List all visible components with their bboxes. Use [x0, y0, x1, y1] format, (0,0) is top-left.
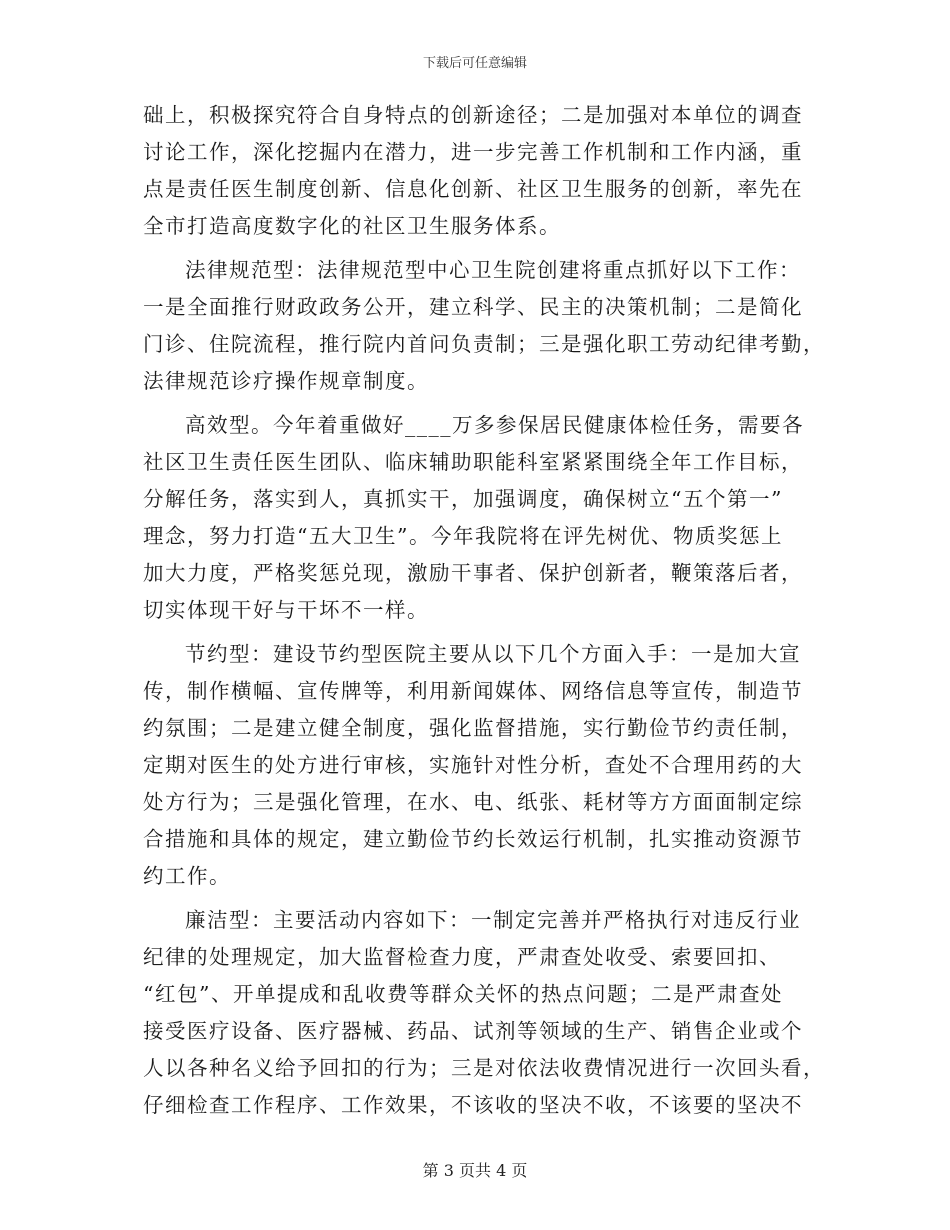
text-line: 传，制作横幅、宣传牌等，利用新闻媒体、网络信息等宣传，制造节: [143, 679, 803, 703]
text-line: 社区卫生责任医生团队、临床辅助职能科室紧紧围绕全年工作目标，: [143, 450, 803, 474]
text-line: 人以各种名义给予回扣的行为；三是对依法收费情况进行一次回头看，: [143, 1056, 825, 1080]
document-body: [143, 97, 825, 1124]
text-line: 加大力度，严格奖惩兑现，激励干事者、保护创新者，鞭策落后者，: [143, 561, 803, 585]
page-header: 下载后可任意编辑: [422, 56, 527, 71]
text-line: “红包”、开单提成和乱收费等群众关怀的热点问题；二是严肃查处: [143, 982, 783, 1006]
text-line: 切实体现干好与干坏不一样。: [143, 598, 429, 622]
text-line: 全市打造高度数字化的社区卫生服务体系。: [143, 214, 561, 238]
text-line: 接受医疗设备、医疗器械、药品、试剂等领域的生产、销售企业或个: [143, 1019, 803, 1043]
paragraph-first-line: 法律规范型：法律规范型中心卫生院创建将重点抓好以下工作：: [185, 258, 801, 282]
page-number: 第 3 页共 4 页: [422, 1161, 528, 1180]
text-line: 分解任务，落实到人，真抓实干，加强调度，确保树立“五个第一”: [143, 487, 783, 511]
paragraph-first-line: 廉洁型：主要活动内容如下：一制定完善并严格执行对违反行业: [185, 908, 801, 932]
text-line: 讨论工作，深化挖掘内在潜力，进一步完善工作机制和工作内涵，重: [143, 140, 803, 164]
text-line: 础上，积极探究符合自身特点的创新途径；二是加强对本单位的调查: [143, 103, 803, 127]
text-line: 理念，努力打造“五大卫生”。今年我院将在评先树优、物质奖惩上: [143, 524, 783, 548]
text-line: 门诊、住院流程，推行院内首问负责制；三是强化职工劳动纪律考勤，: [143, 332, 825, 356]
text-line: 约工作。: [143, 864, 231, 888]
paragraph-first-line: 高效型。今年着重做好____万多参保居民健康体检任务，需要各: [185, 413, 804, 437]
text-line: 点是责任医生制度创新、信息化创新、社区卫生服务的创新，率先在: [143, 177, 803, 201]
paragraph-first-line: 节约型：建设节约型医院主要从以下几个方面入手：一是加大宣: [185, 642, 801, 666]
text-line: 处方行为；三是强化管理，在水、电、纸张、耗材等方方面面制定综: [143, 790, 803, 814]
text-line: 定期对医生的处方进行审核，实施针对性分析，查处不合理用药的大: [143, 753, 803, 777]
text-line: 约氛围；二是建立健全制度，强化监督措施，实行勤俭节约责任制，: [143, 716, 803, 740]
text-line: 纪律的处理规定，加大监督检查力度，严肃查处收受、索要回扣、: [143, 945, 781, 969]
text-line: 法律规范诊疗操作规章制度。: [143, 369, 429, 393]
text-line: 仔细检查工作程序、工作效果，不该收的坚决不收，不该要的坚决不: [143, 1093, 803, 1117]
text-line: 合措施和具体的规定，建立勤俭节约长效运行机制，扎实推动资源节: [143, 827, 803, 851]
text-line: 一是全面推行财政政务公开，建立科学、民主的决策机制；二是简化: [143, 295, 803, 319]
